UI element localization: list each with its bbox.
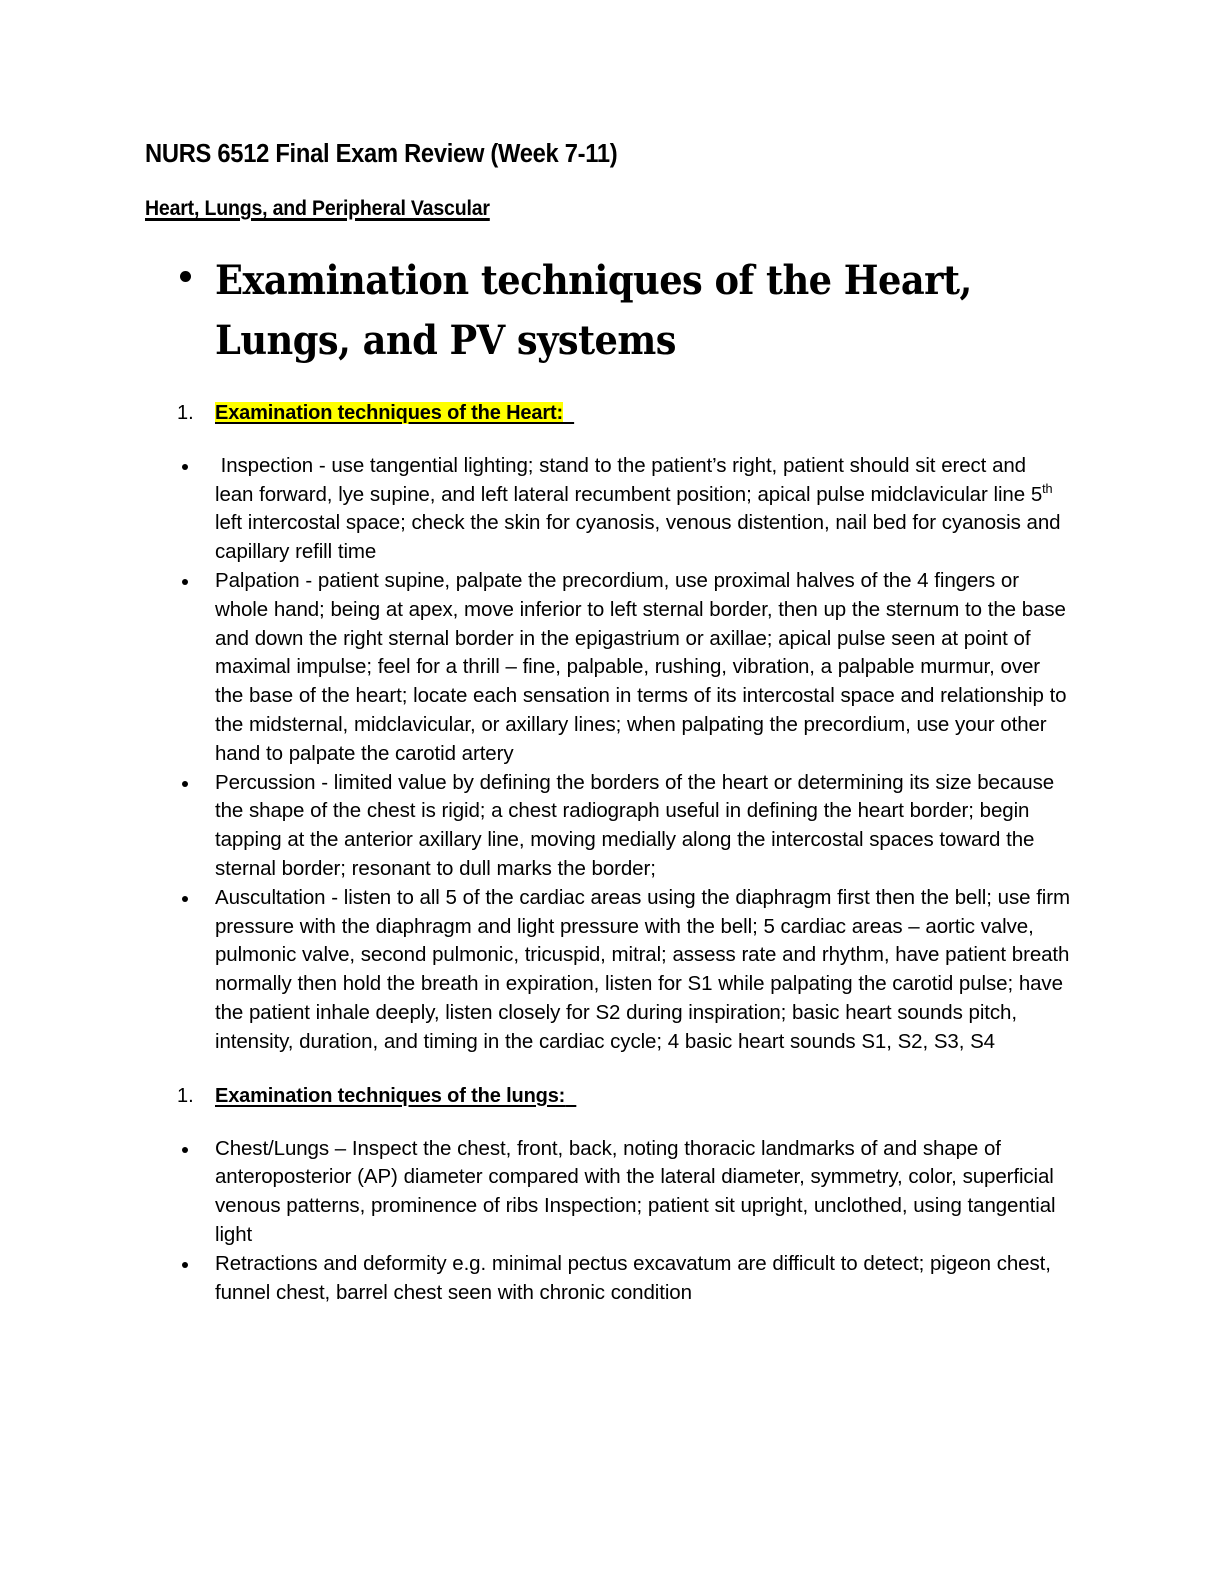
heading-underline-tail [565,1085,576,1107]
list-item-body: e.g. minimal pectus excavatum are difficult to detect; pigeon chest, funnel chest, barrel chest seen with chronic condition [215,1251,1051,1304]
list-item [145,884,1070,1057]
page-title: NURS 6512 Final Exam Review (Week 7-11) [145,140,618,168]
bullet-list-lungs [145,1135,1070,1308]
list-item-lead: Percussion [215,770,316,794]
list-item-body: - patient supine, palpate the precordium, use proximal halves of the 4 fingers or whole hand; being at apex, move inferior to left sternal border, then up the sternum to the base and down the right sternal border in the epigastrium or axillae; apical pulse seen at point of maximal impulse; feel for a thrill – fine, palpable, rushing, vibration, a palpable murmur, over the base of the heart; locate each sensation in terms of its intercostal space and relationship to the midsternal, midclavicular, or axillary lines; when palpating the precordium, use your other hand to palpate the carotid artery [215,569,1067,765]
section-heading-label: Examination techniques of the lungs: [215,1084,566,1107]
section-heading-label: Examination techniques of the Heart: [215,401,563,424]
list-item-lead: Palpation [215,569,300,593]
list-item [145,567,1070,769]
list-item-body: - limited value by defining the borders of the heart or determining its size because the shape of the chest is rigid; a chest radiograph useful in defining the heart border; begin tapping at the anterior axillary line, moving medially along the intercostal spaces toward the sternal border; resonant to dull marks the border; [215,770,1055,880]
list-item [145,1250,1070,1308]
list-item-lead: Retractions and deformity [215,1251,447,1275]
big-heading-block [145,251,1070,369]
list-item-lead: Chest/Lungs [215,1136,330,1160]
section-heading-heart [145,400,1070,426]
list-item-lead: Inspection [215,453,314,477]
list-item-lead: Auscultation [215,885,326,909]
list-item [145,452,1070,567]
heading-underline-tail [563,402,574,424]
section-heading-lungs [145,1083,1070,1109]
bullet-dot-icon [180,271,191,282]
list-number: 1. [177,1084,194,1107]
big-heading-text: Examination techniques of the Heart, Lungs, and PV systems [215,257,972,364]
list-item [145,1135,1070,1250]
list-item-body-cont: left intercostal space; check the skin for cyanosis, venous distention, nail bed for cyanosis and capillary refill time [215,511,1061,564]
list-item [145,769,1070,884]
list-number: 1. [177,401,194,424]
document-subtitle: Heart, Lungs, and Peripheral Vascular [145,197,490,221]
document-content [145,140,1070,1333]
bullet-list-heart [145,452,1070,1057]
list-item-body: - use tangential lighting; stand to the patient’s right, patient should sit erect and lean forward, lye supine, and left lateral recumbent position; apical pulse midclavicular line 5 [215,453,1043,506]
list-item-body: - listen to all 5 of the cardiac areas using the diaphragm first then the bell; use firm pressure with the diaphragm and light pressure with the bell; 5 cardiac areas – aortic valve, pulmonic valve, second pulmonic, tricuspid, mitral; assess rate and rhythm, have patient breath normally then hold the breath in expiration, listen for S1 while palpating the carotid pulse; have the patient inhale deeply, listen closely for S2 during inspiration; basic heart sounds pitch, intensity, duration, and timing in the cardiac cycle; 4 basic heart sounds S1, S2, S3, S4 [215,885,1070,1053]
list-item-body: – Inspect the chest, front, back, noting thoracic landmarks of and shape of anteroposterior (AP) diameter compared with the lateral diameter, symmetry, color, superficial venous patterns, prominence of ribs Inspection; patient sit upright, unclothed, using tangential light [215,1136,1056,1246]
superscript-ordinal: th [1042,480,1053,496]
